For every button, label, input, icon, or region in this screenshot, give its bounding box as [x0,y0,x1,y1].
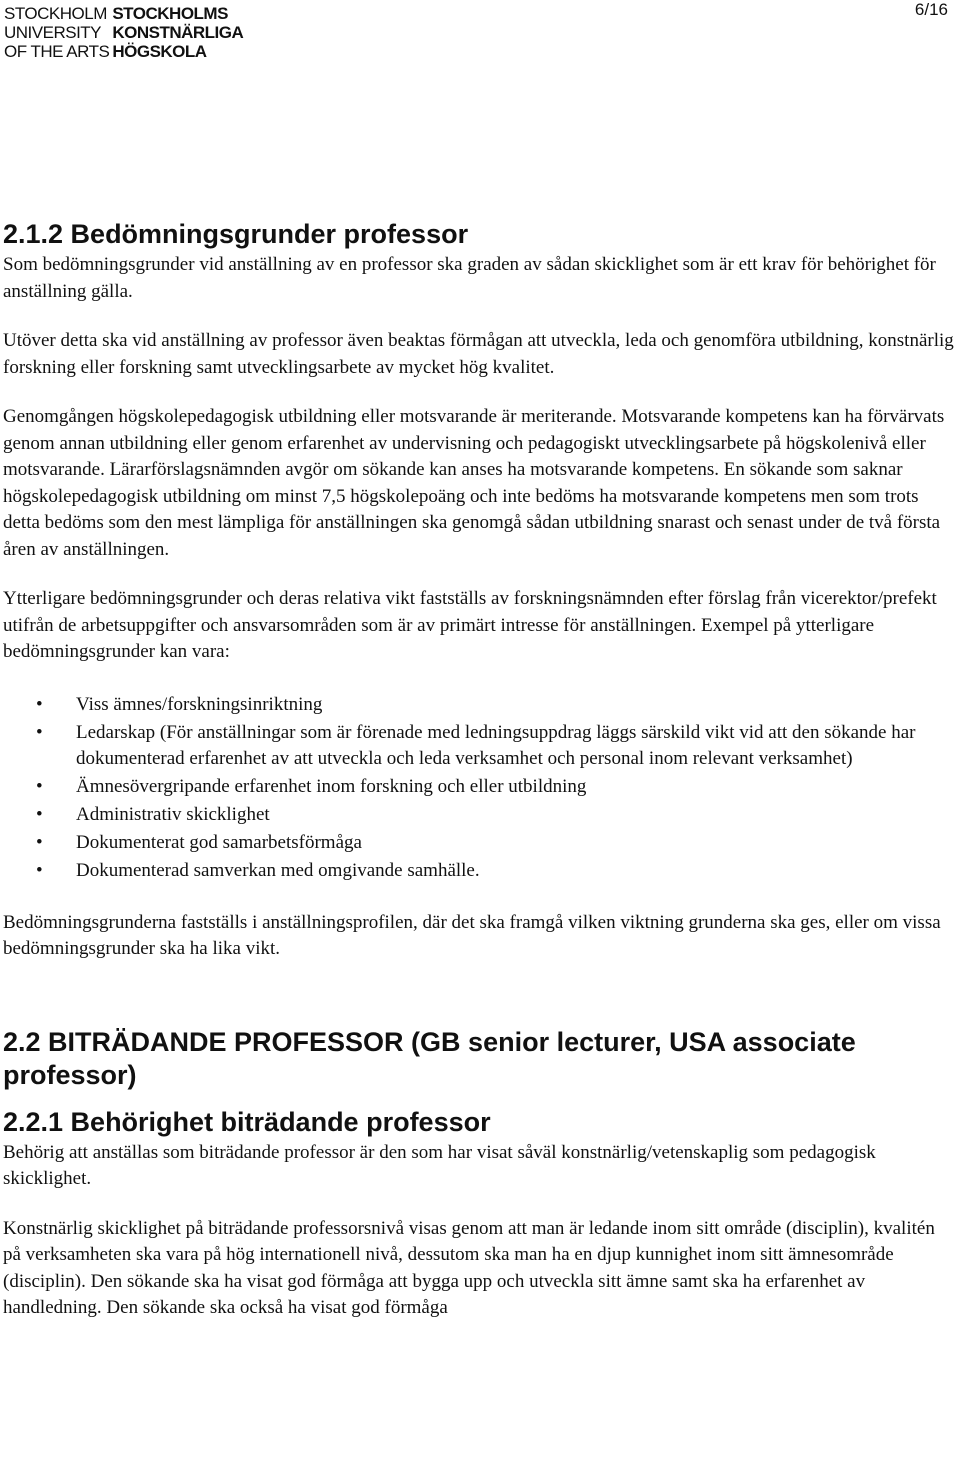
section-heading-2-2: 2.2 BITRÄDANDE PROFESSOR (GB senior lecturer, USA associate professor) [3,1026,856,1090]
paragraph: Bedömningsgrunderna fastställs i anställningsprofilen, där det ska framgå vilken viktning grunderna ska ges, eller om vissa bedömningsgrunder ska ha lika vikt. [3,911,941,959]
logo-swedish [112,4,243,61]
paragraph: Behörig att anställas som biträdande professor är den som har visat såväl konstnärlig/vetenskaplig som pedagogisk skicklighet. [3,1141,876,1189]
section-heading-2-1-2: 2.1.2 Bedömningsgrunder professor [3,219,469,249]
list-item: • Ledarskap (För anställningar som är förenade med ledningsuppdrag läggs särskild vikt vid att den sökande har dokumenterad erfarenhet av att utveckla och leda verksamhet och personal inom relevant verksamhet) [3,720,955,773]
logo-line: KONSTNÄRLIGA [112,23,244,42]
list-item: • Dokumenterat god samarbetsförmåga [3,830,955,857]
section-heading-2-2-1: 2.2.1 Behörighet biträdande professor [3,1106,491,1137]
paragraph: Ytterligare bedömningsgrunder och deras relativa vikt fastställs av forskningsnämnden efter förslag från vicerektor/prefekt utifrån de arbetsuppgifter och ansvarsområden som är av primärt intresse för anställningen. Exempel på ytterligare bedömningsgrunder kan vara: [3,588,937,662]
logo-line: STOCKHOLMS [112,4,228,23]
paragraph: Utöver detta ska vid anställning av professor även beaktas förmågan att utveckla, leda och genomföra utbildning, konstnärlig forskning eller forskning samt utvecklingsarbete av mycket hög kvalitet. [3,330,954,378]
logo-english [4,4,109,61]
logo-line: OF THE ARTS [4,42,110,61]
logo-line: STOCKHOLM [4,4,107,23]
bullet-list [3,692,955,885]
paragraph: Konstnärlig skicklighet på biträdande professorsnivå visas genom att man är ledande inom sitt område (disciplin), kvalitén på verksamheten ska vara på hög internationell nivå, dessutom ska man ha en djup kunnighet inom sitt ämnesområde (disciplin). Den sökande ska ha visat god förmåga att bygga upp och utveckla sitt ämne samt ska ha erfarenhet av handledning. Den sökande ska också ha visat god förmåga [3,1217,935,1318]
logo-line: HÖGSKOLA [112,42,207,61]
logo-line: UNIVERSITY [4,23,102,42]
page-number: 6/16 [914,0,948,19]
list-item: • Dokumenterad samverkan med omgivande samhälle. [3,858,955,885]
paragraph: Genomgången högskolepedagogisk utbildning eller motsvarande är meriterande. Motsvarande kompetens kan ha förvärvats genom annan utbildning eller genom erfarenhet av undervisning och pedagogiskt utvecklingsarbete på högskolenivå eller motsvarande. Lärarförslagsnämnden avgör om sökande kan anses ha motsvarande kompetens. En sökande som saknar högskolepedagogisk utbildning om minst 7,5 högskolepoäng och inte bedöms ha motsvarande kompetens men som trots detta bedöms som den mest lämpliga för anställningen ska genomgå sådan utbildning snarast och senast under de två första åren av anställningen. [3,406,945,560]
document-body [3,218,955,1345]
list-item: • Administrativ skicklighet [3,802,955,829]
list-item: • Viss ämnes/forskningsinriktning [3,692,955,719]
list-item: • Ämnesövergripande erfarenhet inom forskning och eller utbildning [3,774,955,801]
paragraph: Som bedömningsgrunder vid anställning av en professor ska graden av sådan skicklighet som är ett krav för behörighet för anställning gälla. [3,254,936,302]
university-logo [4,4,243,61]
